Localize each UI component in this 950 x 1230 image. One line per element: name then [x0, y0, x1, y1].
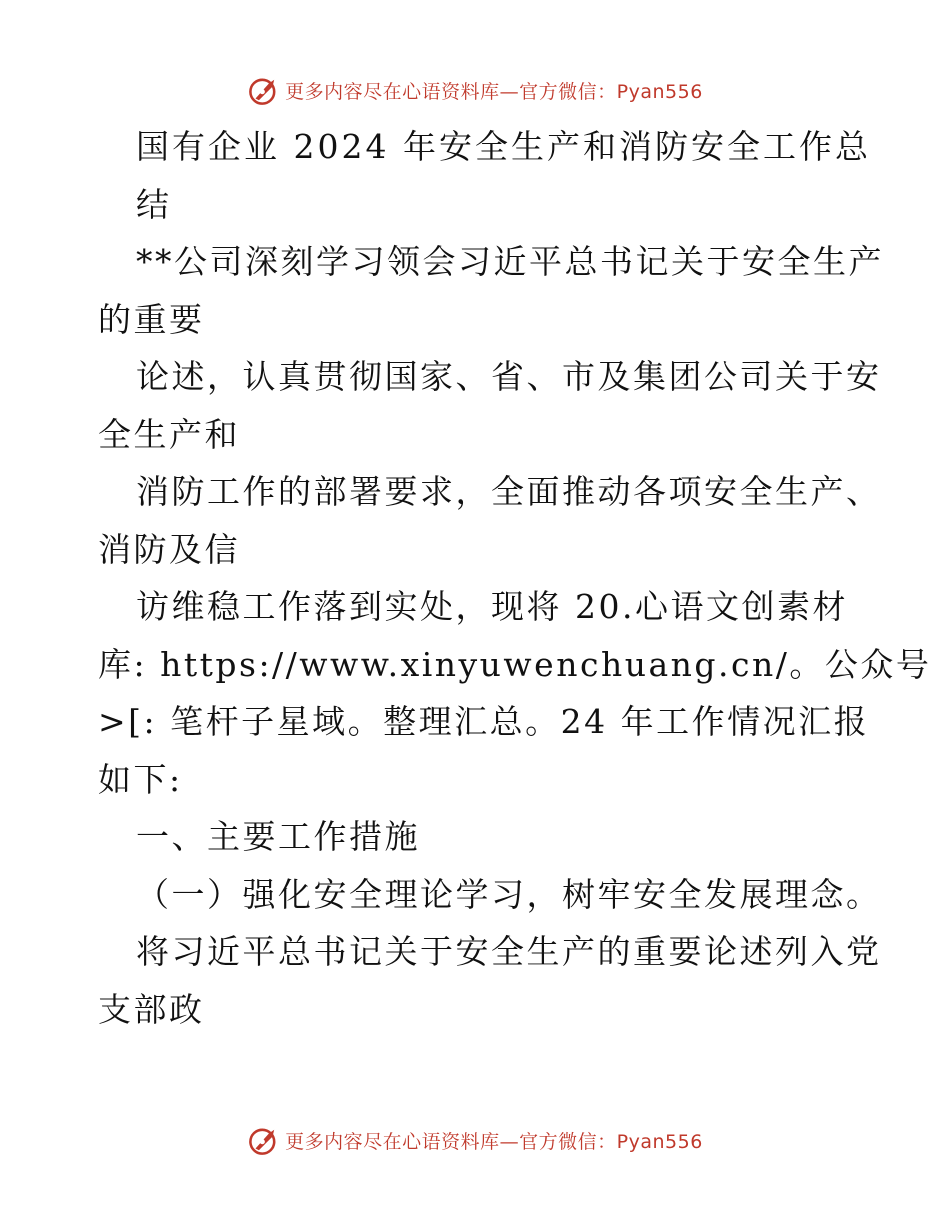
- paragraph-line: 的重要: [98, 299, 205, 339]
- paragraph-line: 论述，认真贯彻国家、省、市及集团公司关于安: [136, 357, 882, 396]
- paragraph-line: 消防及信: [98, 529, 240, 569]
- header-banner-handle: Pyan556: [616, 80, 703, 103]
- paragraph-line: 消防工作的部署要求，全面推动各项安全生产、: [136, 472, 882, 511]
- pen-nib-logo-icon: [247, 73, 281, 107]
- paragraph-line: 如下:: [98, 759, 183, 799]
- paragraph-line: **公司深刻学习领会习近平总书记关于安全生产: [136, 242, 884, 281]
- footer-banner-text: [285, 1127, 703, 1154]
- paragraph-line: 将习近平总书记关于安全生产的重要论述列入党: [136, 932, 882, 971]
- document-title-line-1: 国有企业 2024 年安全生产和消防安全工作总: [136, 127, 871, 166]
- header-banner: [0, 70, 950, 110]
- footer-banner-handle: Pyan556: [616, 1130, 703, 1153]
- paragraph-line: 支部政: [98, 989, 205, 1029]
- paragraph-line: 库: https://www.xinyuwenchuang.cn/。公众号: [98, 644, 932, 684]
- header-banner-text: [285, 77, 703, 104]
- document-title-line-2: 结: [136, 184, 172, 224]
- pen-nib-logo-icon: [247, 1123, 281, 1157]
- subsection-heading: （一）强化安全理论学习，树牢安全发展理念。: [136, 874, 882, 914]
- header-banner-label: 更多内容尽在心语资料库—官方微信：: [285, 80, 617, 103]
- paragraph-line: 访维稳工作落到实处，现将 20.心语文创素材: [136, 587, 848, 626]
- footer-banner: [0, 1120, 950, 1160]
- paragraph-line: >[: 笔杆子星域。整理汇总。24 年工作情况汇报: [98, 702, 870, 741]
- section-heading: 一、主要工作措施: [136, 817, 420, 856]
- paragraph-line: 全生产和: [98, 414, 240, 454]
- footer-banner-label: 更多内容尽在心语资料库—官方微信：: [285, 1130, 617, 1153]
- document-body: [98, 118, 932, 1038]
